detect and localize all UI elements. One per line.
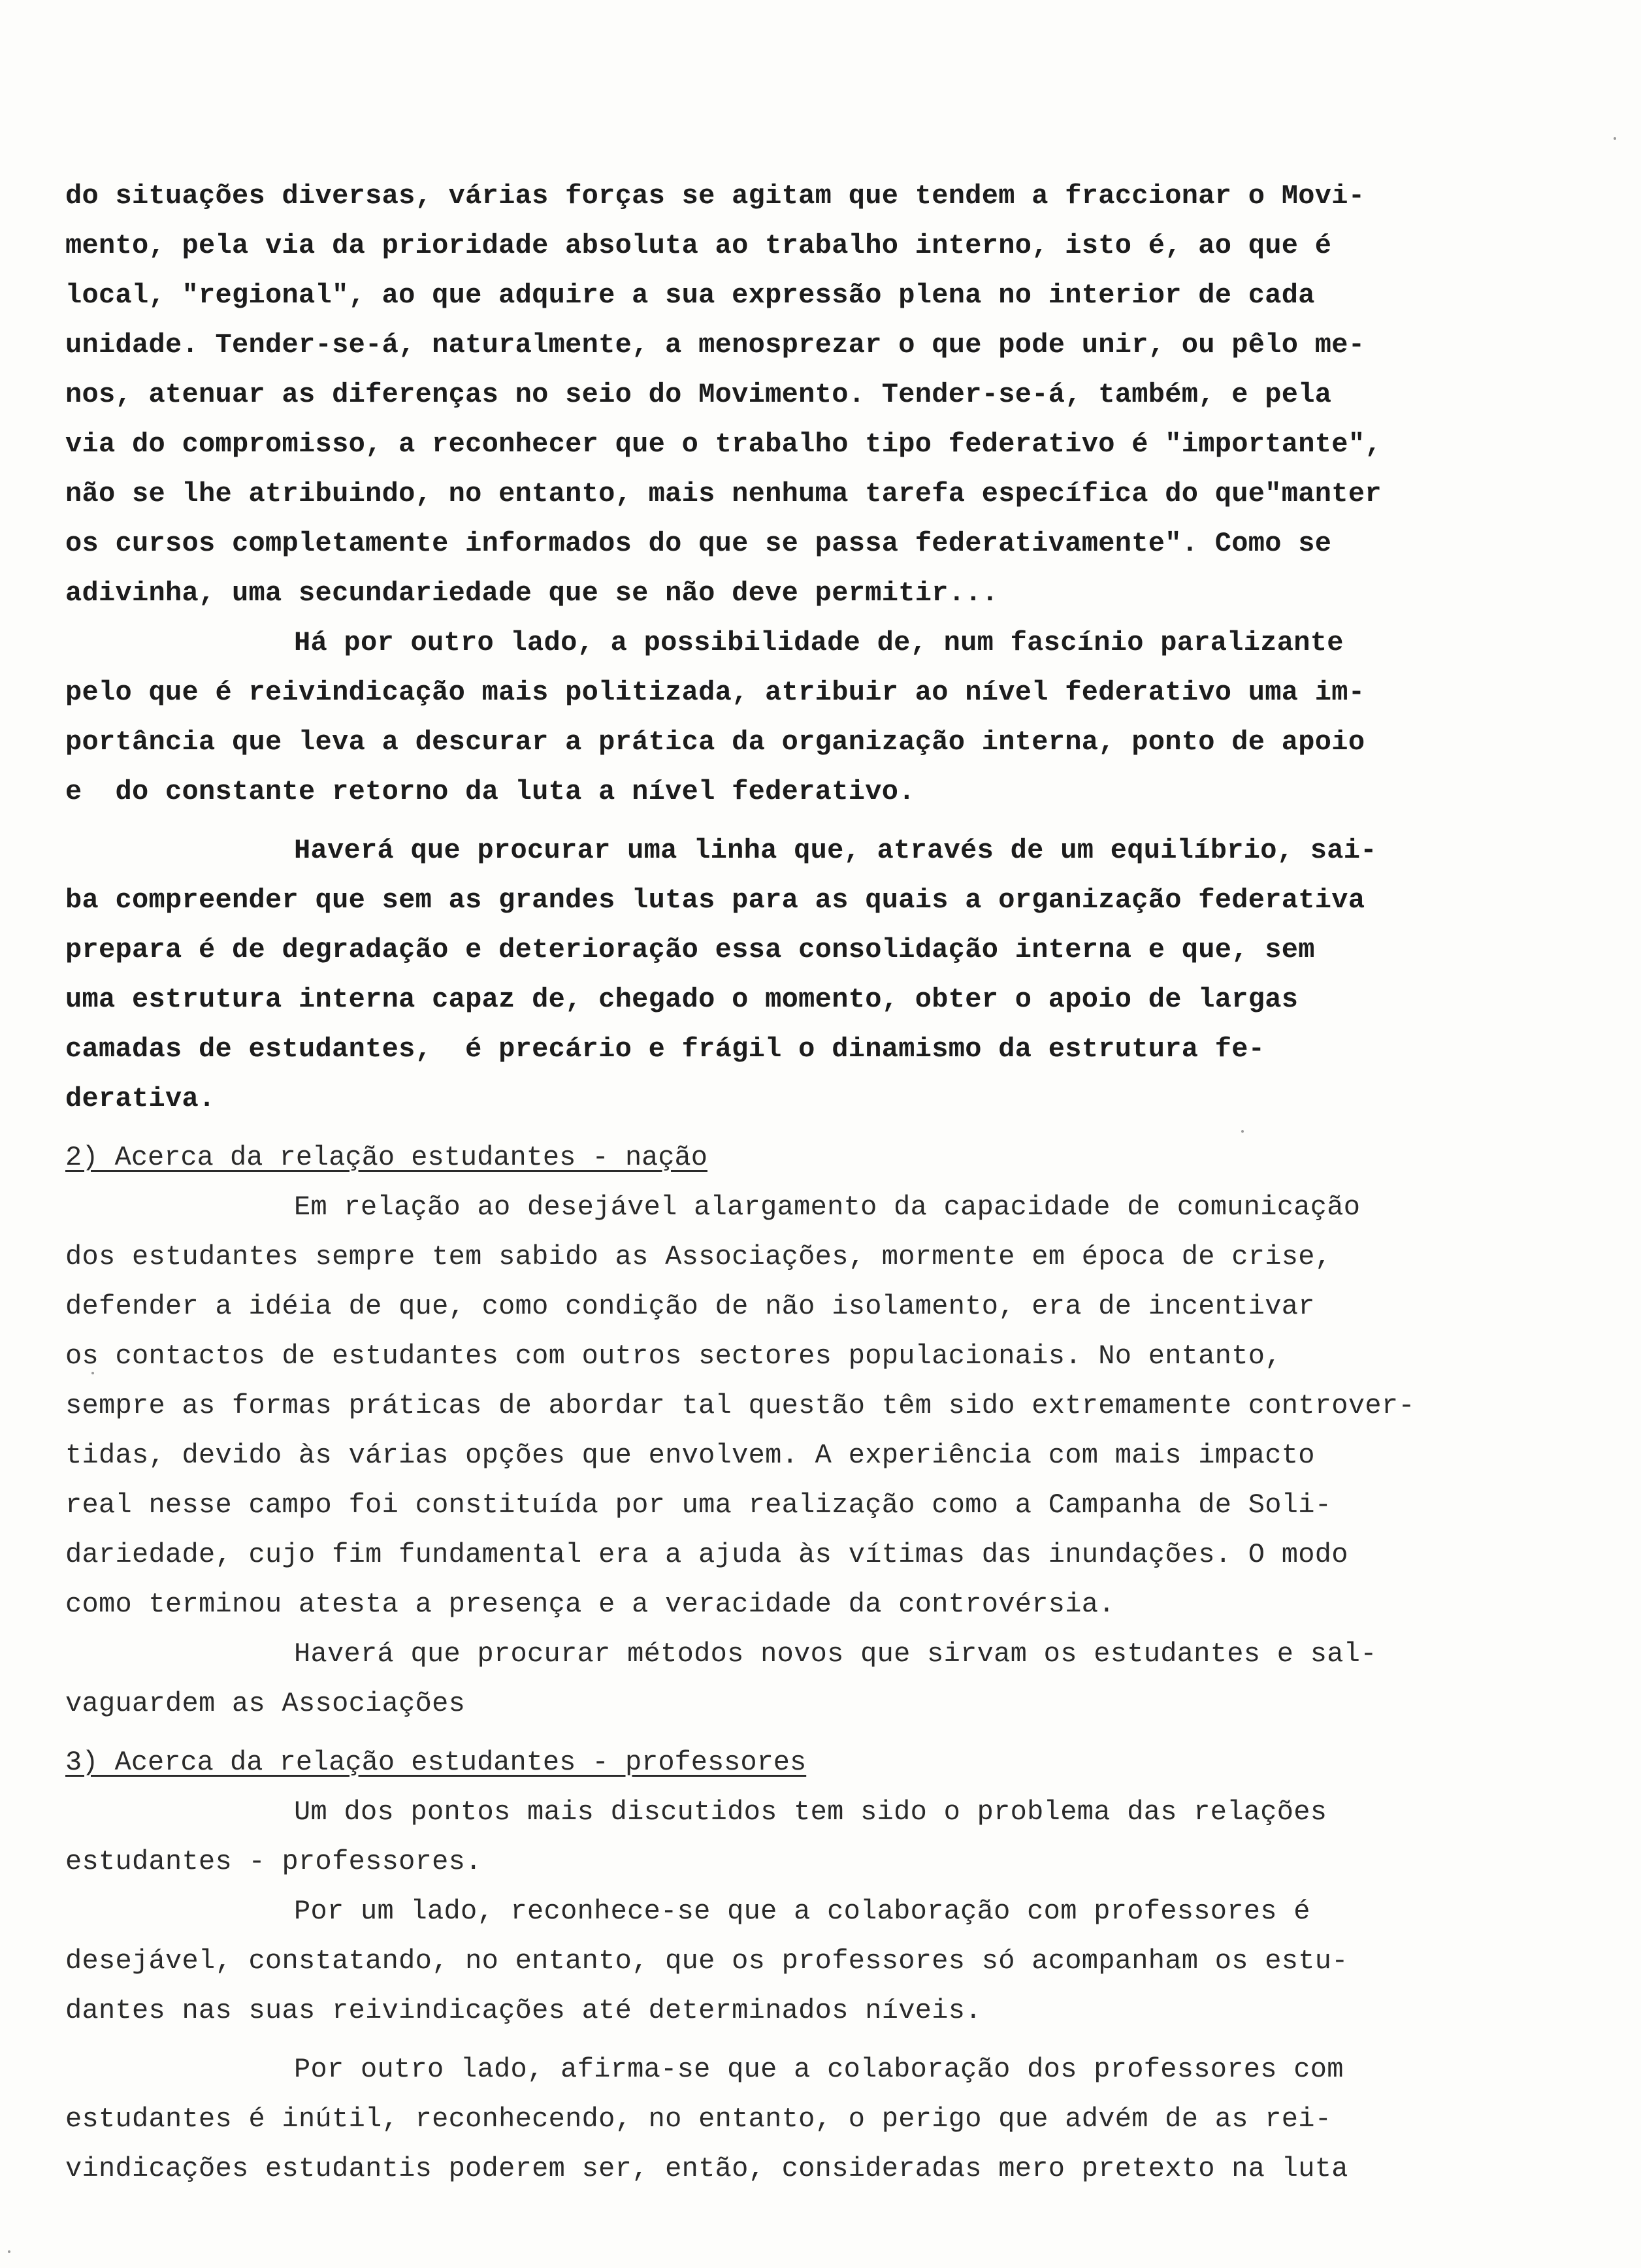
text-line: pelo que é reivindicação mais politizada, atribuir ao nível federativo uma im- [65,677,1365,708]
text-line: sempre as formas práticas de abordar tal questão têm sido extremamente controver- [65,1390,1415,1421]
text-line: camadas de estudantes, é precário e frágil o dinamismo da estrutura fe- [65,1033,1265,1065]
text-line: nos, atenuar as diferenças no seio do Movimento. Tender-se-á, também, e pela [65,379,1332,410]
text-line: os cursos completamente informados do que se passa federativamente". Como se [65,528,1332,559]
text-line: Em relação ao desejável alargamento da capacidade de comunicação [294,1191,1361,1223]
text-line: adivinha, uma secundariedade que se não deve permitir... [65,577,999,609]
text-line: derativa. [65,1083,216,1114]
scan-speck [91,1372,94,1374]
text-line: local, "regional", ao que adquire a sua expressão plena no interior de cada [65,280,1315,311]
text-line: unidade. Tender-se-á, naturalmente, a menosprezar o que pode unir, ou pêlo me- [65,329,1365,361]
text-line: estudantes - professores. [65,1846,482,1877]
scan-speck [1241,1130,1244,1133]
text-line: do situações diversas, várias forças se agitam que tendem a fraccionar o Movi- [65,180,1365,212]
text-line: ba compreender que sem as grandes lutas para as quais a organização federativa [65,884,1365,916]
text-line: os contactos de estudantes com outros sectores populacionais. No entanto, [65,1340,1282,1372]
text-line: desejável, constatando, no entanto, que os professores só acompanham os estu- [65,1945,1348,1977]
section-heading: 3) Acerca da relação estudantes - professores [65,1747,807,1778]
text-line: dantes nas suas reivindicações até determinados níveis. [65,1995,982,2026]
text-line: Um dos pontos mais discutidos tem sido o problema das relações [294,1796,1327,1828]
paragraph-gap [65,1728,1450,1738]
section-heading: 2) Acerca da relação estudantes - nação [65,1142,707,1173]
text-line: dos estudantes sempre tem sabido as Associações, mormente em época de crise, [65,1241,1332,1272]
text-line: dariedade, cujo fim fundamental era a ajuda às vítimas das inundações. O modo [65,1539,1348,1570]
text-line: portância que leva a descurar a prática da organização interna, ponto de apoio [65,726,1365,758]
text-line: estudantes é inútil, reconhecendo, no entanto, o perigo que advém de as rei- [65,2103,1332,2135]
text-line: não se lhe atribuindo, no entanto, mais nenhuma tarefa específica do que"manter [65,478,1382,510]
paragraph-gap [65,2035,1450,2045]
scan-speck [8,2250,10,2253]
text-line: Por um lado, reconhece-se que a colaboração com professores é [294,1896,1310,1927]
text-line: real nesse campo foi constituída por uma realização como a Campanha de Soli- [65,1489,1332,1521]
text-line: e do constante retorno da luta a nível federativo. [65,776,915,807]
text-line: Por outro lado, afirma-se que a colaboração dos professores com [294,2054,1344,2085]
paragraph-gap [65,817,1450,826]
text-line: Haverá que procurar métodos novos que sirvam os estudantes e sal- [294,1638,1377,1670]
text-line: vindicações estudantis poderem ser, então, consideradas mero pretexto na luta [65,2153,1348,2184]
text-line: Haverá que procurar uma linha que, através de um equilíbrio, sai- [294,835,1377,866]
text-line: defender a idéia de que, como condição de não isolamento, era de incentivar [65,1291,1315,1322]
typewritten-text [65,171,1450,2194]
text-line: uma estrutura interna capaz de, chegado o momento, obter o apoio de largas [65,984,1299,1015]
text-line: via do compromisso, a reconhecer que o trabalho tipo federativo é "importante", [65,429,1382,460]
text-line: mento, pela via da prioridade absoluta ao trabalho interno, isto é, ao que é [65,230,1332,261]
text-line: prepara é de degradação e deterioração essa consolidação interna e que, sem [65,934,1315,965]
scan-speck [1614,137,1616,140]
text-line: como terminou atesta a presença e a veracidade da controvérsia. [65,1589,1115,1620]
text-line: Há por outro lado, a possibilidade de, num fascínio paralizante [294,627,1344,658]
text-line: vaguardem as Associações [65,1688,466,1719]
text-line: tidas, devido às várias opções que envolvem. A experiência com mais impacto [65,1440,1315,1471]
